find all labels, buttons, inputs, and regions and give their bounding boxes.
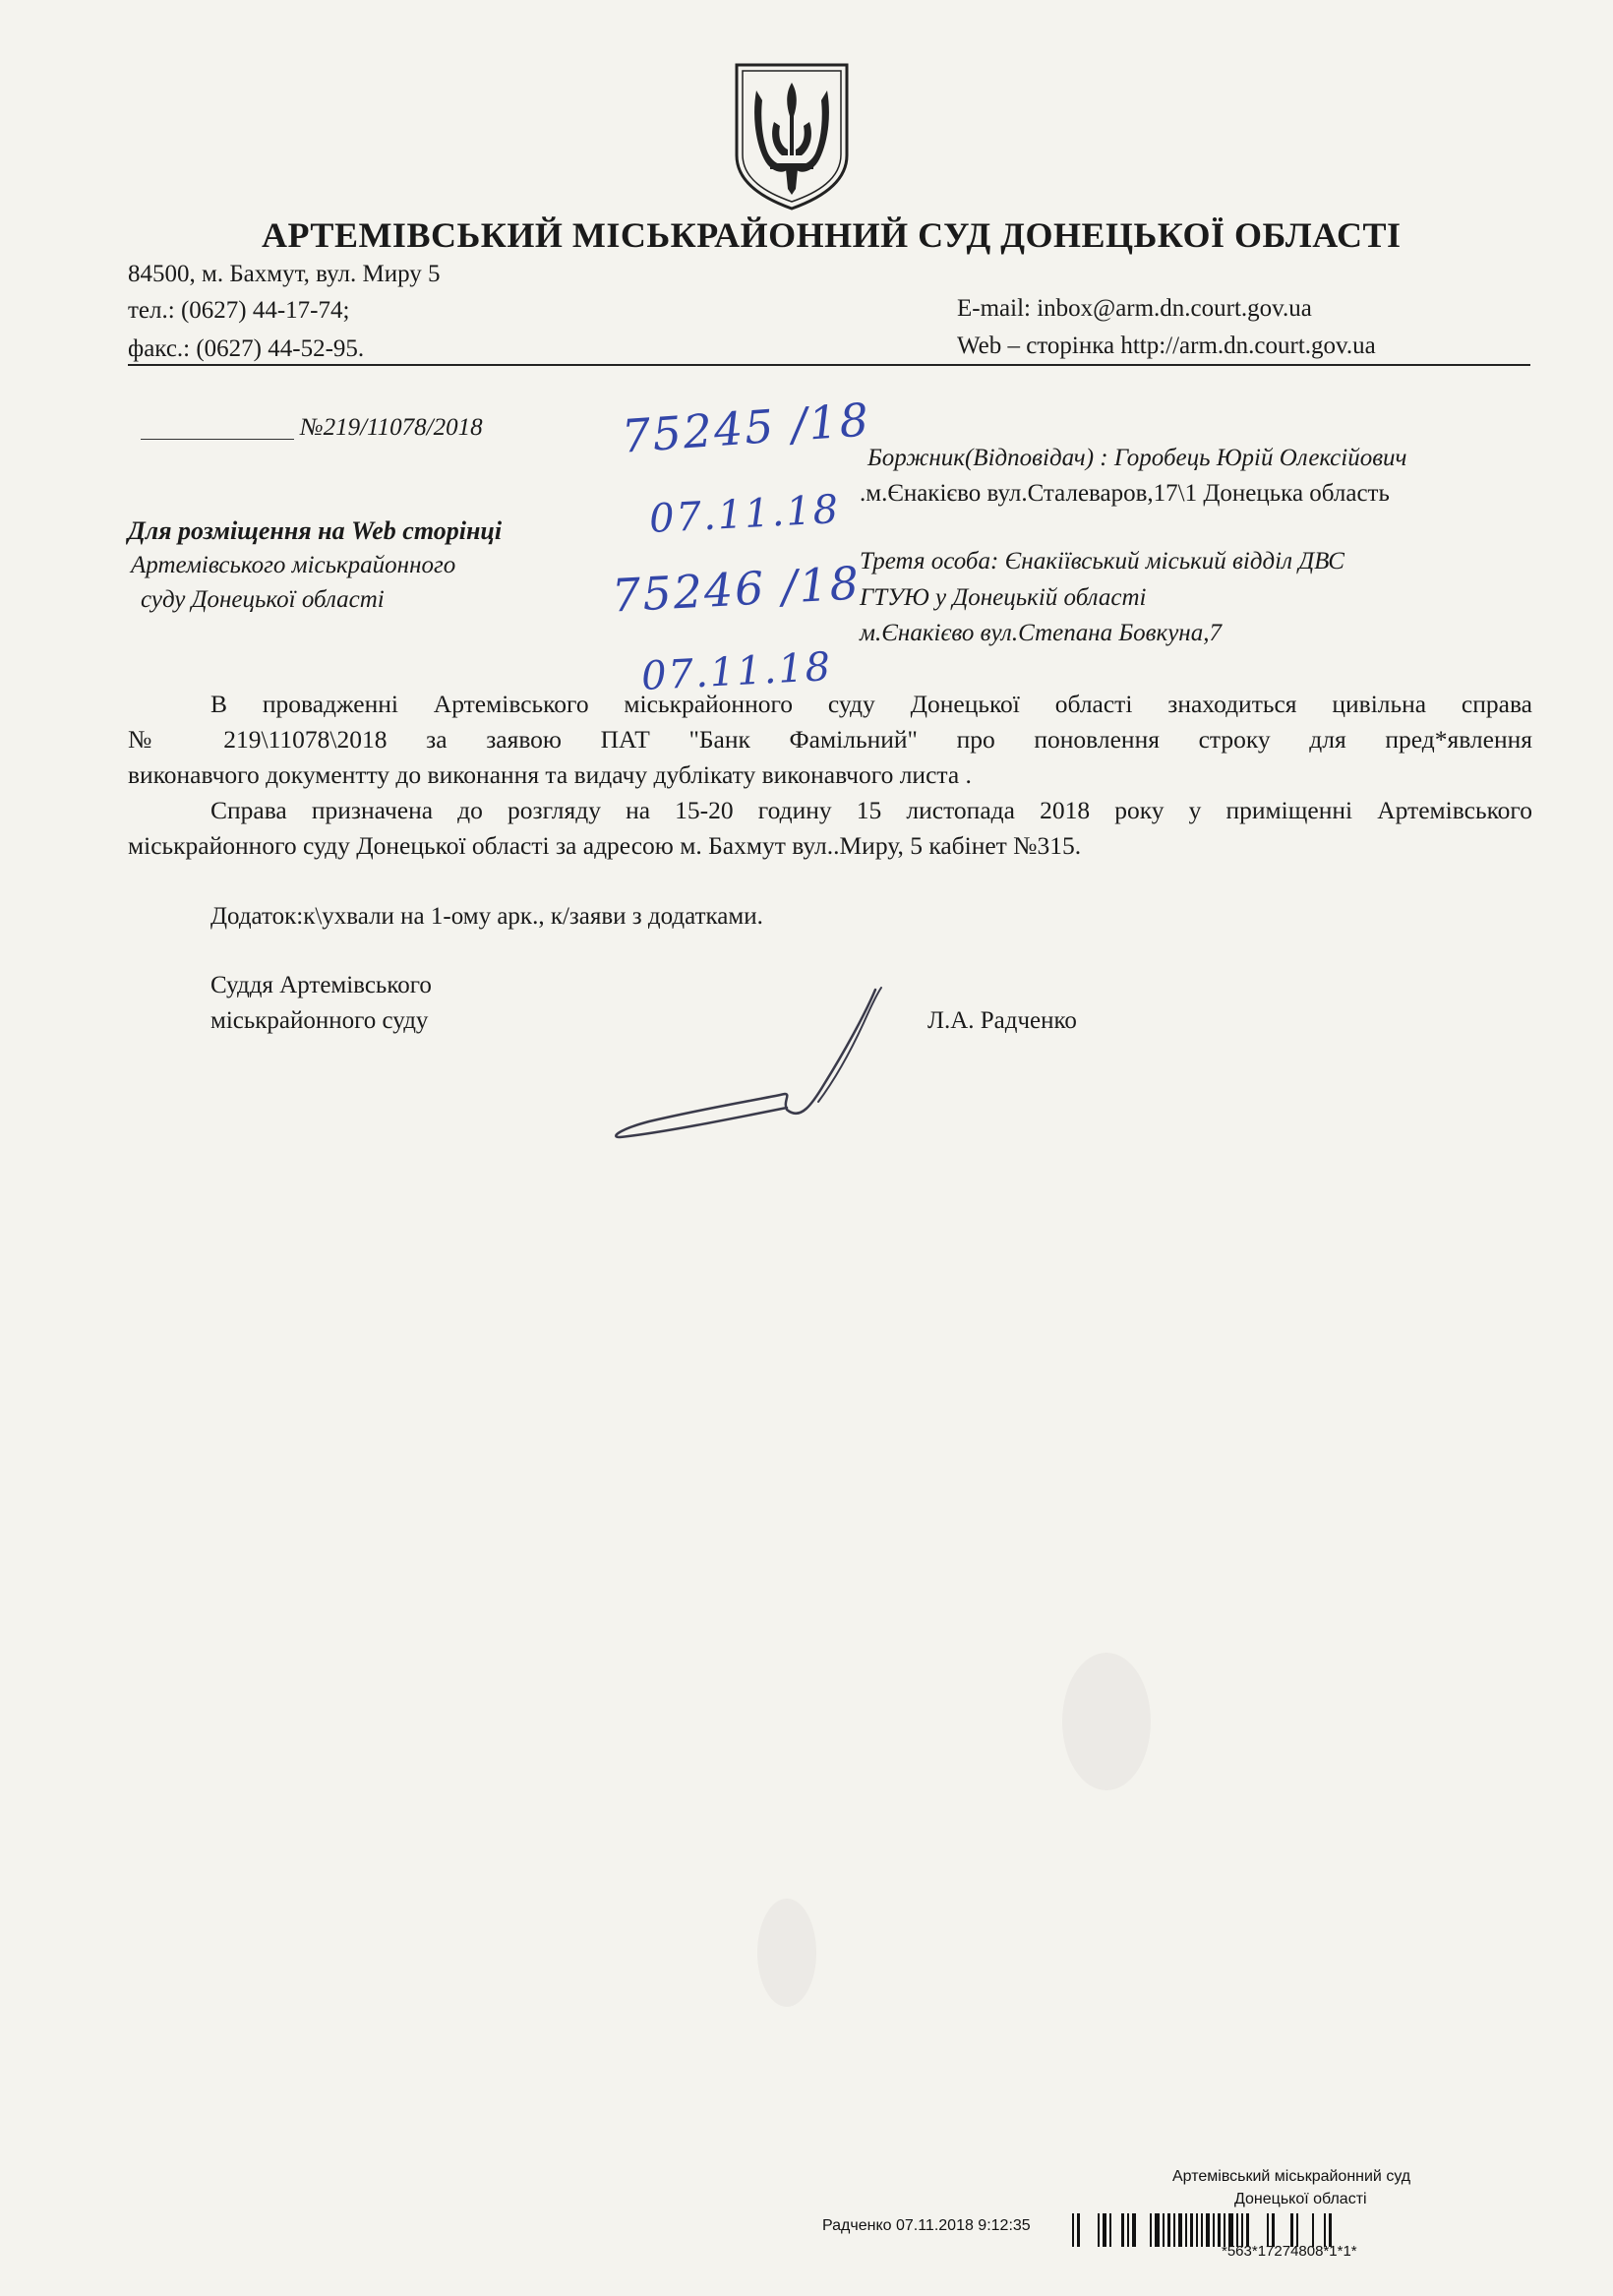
placement-line-1: Артемівського міськрайонного <box>131 552 456 578</box>
signer-position-1: Суддя Артемівського <box>210 972 432 998</box>
outgoing-number-blank <box>141 439 294 440</box>
handwritten-date-1: 07.11.18 <box>647 486 842 543</box>
barcode-text: *563*17274808*1*1* <box>1222 2243 1357 2260</box>
paragraph-line: В провадженні Артемівського міськрайонного суду Донецької області знаходиться цивільна справа <box>210 690 1532 718</box>
placement-line-2: суду Донецької області <box>141 586 385 613</box>
handwritten-reg-number-1: 75245 /18 <box>620 393 872 463</box>
court-address: 84500, м. Бахмут, вул. Миру 5 <box>128 261 441 287</box>
third-party-dept: ГТУЮ у Донецькій області <box>860 584 1147 611</box>
handwritten-signature <box>590 984 905 1151</box>
judge-name: Л.А. Радченко <box>927 1007 1077 1034</box>
stamp-court-region: Донецької області <box>1234 2191 1367 2207</box>
case-number: №219/11078/2018 <box>300 414 483 441</box>
court-fax: факс.: (0627) 44-52-95. <box>128 335 365 362</box>
header-divider <box>128 364 1530 366</box>
paragraph-hearing <box>128 793 1532 864</box>
paragraph-line: № 219\11078\2018 за заявою ПАТ "Банк Фамільний" про поновлення строку для пред*явлення <box>128 725 1532 754</box>
handwritten-date-2: 07.11.18 <box>639 643 834 700</box>
stamp-court-name: Артемівський міськрайонний суд <box>1172 2168 1411 2185</box>
paragraph-line: міськрайонного суду Донецької області за адресою м. Бахмут вул..Миру, 5 кабінет №315. <box>128 831 1082 860</box>
coat-of-arms-icon <box>731 61 853 211</box>
third-party-name: Третя особа: Єнакіївський міський відділ ДВС <box>860 548 1344 574</box>
court-website: Web – сторінка http://arm.dn.court.gov.ua <box>957 332 1376 359</box>
paragraph-case-info <box>128 687 1532 793</box>
scan-smudge <box>1062 1653 1151 1790</box>
attachment-note: Додаток:к\ухвали на 1-ому арк., к/заяви з додатками. <box>210 903 763 930</box>
court-title: АРТЕМІВСЬКИЙ МІСЬКРАЙОННИЙ СУД ДОНЕЦЬКОЇ ОБЛАСТІ <box>262 215 1402 255</box>
debtor-name: Боржник(Відповідач) : Горобець Юрій Олексійович <box>867 445 1407 471</box>
court-email: E-mail: inbox@arm.dn.court.gov.ua <box>957 295 1312 322</box>
signer-position-2: міськрайонного суду <box>210 1007 429 1034</box>
paragraph-line: Справа призначена до розгляду на 15-20 годину 15 листопада 2018 року у приміщенні Артемівського <box>210 796 1532 824</box>
registration-barcode <box>1072 2213 1335 2247</box>
court-phone: тел.: (0627) 44-17-74; <box>128 297 350 324</box>
registration-signature-time: Радченко 07.11.2018 9:12:35 <box>822 2217 1031 2234</box>
third-party-address: м.Єнакієво вул.Степана Бовкуна,7 <box>860 620 1222 646</box>
scan-smudge <box>757 1899 816 2007</box>
debtor-address: .м.Єнакієво вул.Сталеваров,17\1 Донецька область <box>860 480 1390 507</box>
paragraph-line: виконавчого документту до виконання та видачу дублікату виконавчого листа . <box>128 760 972 789</box>
handwritten-reg-number-2: 75246 /18 <box>610 556 863 623</box>
placement-title: Для розміщення на Web сторінці <box>128 516 503 545</box>
